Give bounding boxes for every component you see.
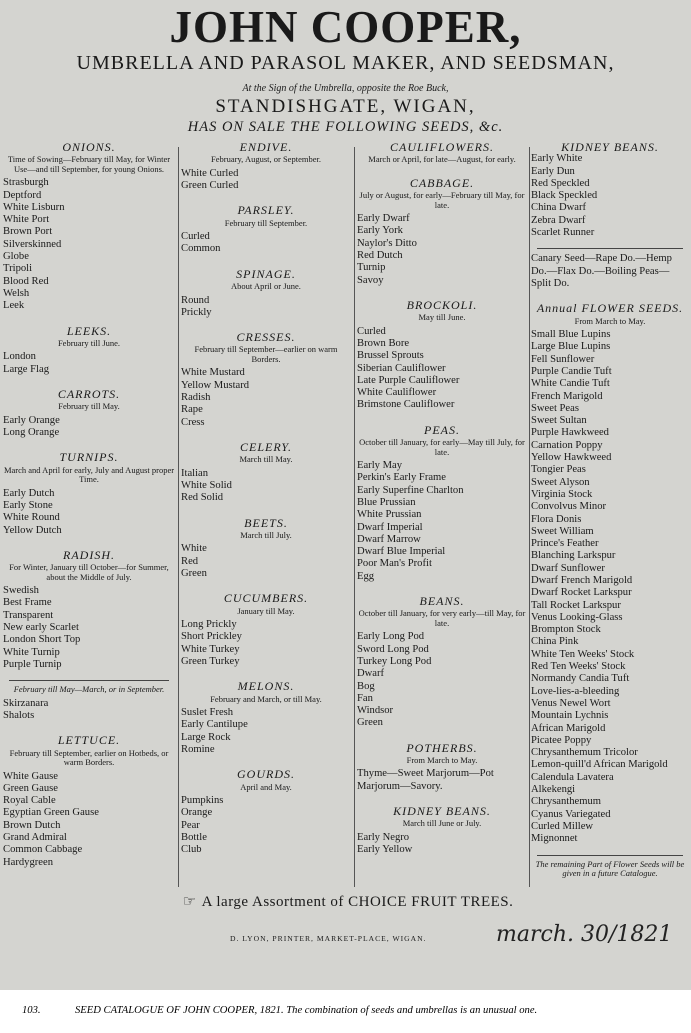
seed-item: New early Scarlet <box>3 622 79 634</box>
seed-item: Silverskinned <box>3 238 62 250</box>
seed-item: Egyptian Green Gause <box>3 807 99 819</box>
seed-item: Rape <box>181 404 203 416</box>
seed-item: Tripoli <box>3 263 33 275</box>
caption-text: SEED CATALOGUE OF JOHN COOPER, 1821. The combination of seeds and umbrellas is an unusual one. <box>75 1005 538 1016</box>
section-title: BEANS. <box>419 594 465 609</box>
section-title: Annual FLOWER SEEDS. <box>536 301 684 316</box>
seed-column-3 <box>357 141 527 856</box>
seed-item: Flora Donis <box>531 513 582 525</box>
seed-item: Curled Millew <box>531 820 594 832</box>
sowing-note: March till May. <box>239 454 293 465</box>
seed-item: Sweet Alyson <box>531 476 590 488</box>
seed-item: Dwarf Rocket Larkspur <box>531 587 632 599</box>
seed-item: Green Curled <box>181 180 239 192</box>
seed-item: Mignonnet <box>531 833 578 845</box>
seed-item: Scarlet Runner <box>531 227 595 239</box>
seed-item: Curled <box>357 325 386 337</box>
seed-item: White Port <box>3 214 50 226</box>
seed-item: Brussel Sprouts <box>357 350 424 362</box>
section-title: BEETS. <box>244 515 288 530</box>
seed-item: London <box>3 351 36 363</box>
section-title: GOURDS. <box>237 767 295 782</box>
seed-item: Siberian Cauliflower <box>357 362 446 374</box>
printer-imprint: D. LYON, PRINTER, MARKET-PLACE, WIGAN. <box>230 934 427 943</box>
seed-item: Perkin's Early Frame <box>357 472 446 484</box>
seed-item: Swedish <box>3 585 39 597</box>
page-title: JOHN COOPER, <box>169 2 522 52</box>
seed-item: White Turkey <box>181 643 240 655</box>
seed-item: Hardygreen <box>3 856 53 868</box>
seed-item: Red Solid <box>181 492 224 504</box>
seed-item: Italian <box>181 467 209 479</box>
section-title: CELERY. <box>239 439 293 454</box>
seed-item: Large Rock <box>181 731 231 743</box>
seed-item: White Candie Tuft <box>531 378 610 390</box>
seed-item: Brown Port <box>3 226 53 238</box>
seed-item: Long Prickly <box>181 619 237 631</box>
sowing-note: About April or June. <box>231 281 301 292</box>
seed-item: White Round <box>3 512 60 524</box>
section-title: LEEKS. <box>66 323 112 338</box>
seed-item: Tongier Peas <box>531 464 586 476</box>
seed-item: Pear <box>181 819 200 831</box>
seed-item: Thyme—Sweet Marjorum—Pot Marjorum—Savory. <box>357 768 494 792</box>
seed-item: White Mustard <box>181 367 245 379</box>
caption-number: 103. <box>22 1005 41 1016</box>
seed-item: Romine <box>181 744 215 755</box>
fruit-trees-text: A large Assortment of CHOICE FRUIT TREES. <box>201 894 514 910</box>
seed-column-2 <box>181 141 351 857</box>
seed-item: Canary Seed—Rape Do.—Hemp Do.—Flax Do.—Boiling Peas—Split Do. <box>531 253 672 289</box>
seed-item: Green Turkey <box>181 656 240 668</box>
seed-item: Dwarf <box>357 668 385 680</box>
seed-item: Large Blue Lupins <box>531 341 611 353</box>
seed-item: Purple Turnip <box>3 658 62 670</box>
sowing-note: January till May. <box>237 605 295 616</box>
page-subtitle: UMBRELLA AND PARASOL MAKER, AND SEEDSMAN, <box>76 52 615 74</box>
seed-item: Skirzanara <box>3 697 49 709</box>
seed-item: China Dwarf <box>531 202 587 214</box>
seed-item: Royal Cable <box>3 795 56 807</box>
section-title: CABBAGE. <box>409 175 475 190</box>
section-title: LETTUCE. <box>57 733 121 748</box>
seed-item: Brown Bore <box>357 337 410 349</box>
sowing-note: From March to May. <box>406 754 478 765</box>
seed-item: Bog <box>357 680 375 692</box>
sowing-note: February till June. <box>57 337 121 348</box>
sowing-note: February and March, or till May. <box>210 693 322 704</box>
sowing-note: For Winter, January till October—for Summer, about the Middle of July. <box>9 562 169 582</box>
sowing-note: Time of Sowing—February till May, for Winter Use—and till September, for young Onions. <box>7 154 171 174</box>
sowing-note: February till May. <box>58 401 120 412</box>
seed-item: Dwarf Blue Imperial <box>357 546 446 558</box>
seed-item: Red Dutch <box>357 249 403 261</box>
seed-item: French Marigold <box>531 390 603 402</box>
sowing-note: February till September, earlier on Hotbeds, or warm Borders. <box>9 747 169 768</box>
seed-item: China Pink <box>531 636 579 648</box>
seed-item: Egg <box>357 570 375 582</box>
fruit-trees-line <box>0 892 691 911</box>
section-title: CAULIFLOWERS. <box>390 140 494 154</box>
section-title: ONIONS. <box>62 140 116 154</box>
seed-item: Brompton Stock <box>531 624 601 636</box>
column-divider <box>529 147 530 887</box>
seed-item: Green <box>357 717 383 729</box>
sowing-note: February, August, or September. <box>211 154 321 165</box>
seed-item: Green Gause <box>3 782 59 794</box>
seed-item: White Lisburn <box>3 201 65 213</box>
seed-item: Dwarf Marrow <box>357 533 421 545</box>
seed-item: Strasburgh <box>3 177 49 189</box>
section-title: ENDIVE. <box>239 140 293 154</box>
column-divider <box>178 147 179 887</box>
section-title: PARSLEY. <box>237 203 295 218</box>
section-title: RADISH. <box>63 547 115 562</box>
seed-item: Pumpkins <box>181 795 224 807</box>
sowing-note: March and April for early, July and August proper Time. <box>3 464 175 485</box>
seed-item: Sweet Sultan <box>531 415 587 427</box>
seed-column-1 <box>3 141 175 869</box>
seed-item: London Short Top <box>3 634 81 646</box>
seed-item: Lemon-quill'd African Marigold <box>531 759 668 771</box>
sowing-note: July or August, for early—February till May, for late. <box>359 190 525 210</box>
seed-item: Early Superfine Charlton <box>357 484 464 496</box>
shop-sign-line: At the Sign of the Umbrella, opposite the Roe Buck, <box>242 83 449 94</box>
seed-column-4 <box>531 141 689 882</box>
street-line: STANDISHGATE, WIGAN, <box>215 96 476 117</box>
sowing-note: October till January, for very early—till May, for late. <box>358 608 526 628</box>
seed-item: Brimstone Cauliflower <box>357 399 455 411</box>
seed-item: Virginia Stock <box>531 488 593 500</box>
seed-item: Large Flag <box>3 363 49 375</box>
seed-item: Dwarf French Marigold <box>531 575 633 586</box>
seed-item: Tall Rocket Larkspur <box>531 599 621 611</box>
seed-item: Blanching Larkspur <box>531 550 616 562</box>
seed-item: Turkey Long Pod <box>357 655 432 667</box>
seed-item: White Cauliflower <box>357 387 437 399</box>
seed-item: Zebra Dwarf <box>531 214 586 226</box>
seed-item: Carnation Poppy <box>531 439 603 451</box>
seed-item: Picatee Poppy <box>531 734 592 746</box>
pointing-hand-icon: ☞ <box>182 894 197 910</box>
seed-item: White <box>181 543 207 555</box>
seed-item: Early Orange <box>3 414 60 426</box>
seed-item: Red <box>181 555 199 567</box>
section-title: KIDNEY BEANS. <box>393 804 491 819</box>
section-title: KIDNEY BEANS. <box>561 140 659 154</box>
seed-item: Prince's Feather <box>531 538 599 550</box>
seed-item: Late Purple Cauliflower <box>357 374 460 386</box>
section-title: PEAS. <box>424 422 460 437</box>
seed-item: Grand Admiral <box>3 832 67 844</box>
seed-item: Purple Candie Tuft <box>531 365 612 377</box>
seed-item: Savoy <box>357 274 384 286</box>
seed-item: Turnip <box>357 262 386 274</box>
seed-item: Dwarf Imperial <box>357 521 423 533</box>
seed-item: Transparent <box>3 609 54 621</box>
section-rule <box>9 680 169 681</box>
seed-item: Fell Sunflower <box>531 353 595 365</box>
sowing-note: March till July. <box>240 529 292 540</box>
sowing-note: October till January, for early—May till July, for late. <box>359 437 525 457</box>
sowing-note: The remaining Part of Flower Seeds will be given in a future Catalogue. <box>535 858 685 879</box>
seed-item: Yellow Hawkweed <box>531 452 612 464</box>
seed-item: Prickly <box>181 306 212 318</box>
seed-item: Globe <box>3 251 29 263</box>
seed-item: Green <box>181 568 207 580</box>
seed-item: Cyanus Variegated <box>531 808 611 820</box>
seed-item: Early Long Pod <box>357 631 425 643</box>
seed-item: Early Dutch <box>3 487 55 499</box>
seed-item: Sweet Peas <box>531 402 579 414</box>
seed-item: White Ten Weeks' Stock <box>531 648 635 660</box>
seed-item: Common Cabbage <box>3 844 83 856</box>
seed-item: Early Dwarf <box>357 213 410 225</box>
section-title: BROCKOLI. <box>406 297 478 312</box>
seed-item: Sword Long Pod <box>357 643 429 655</box>
sowing-note: March till June or July. <box>402 818 482 829</box>
section-title: CUCUMBERS. <box>223 591 309 606</box>
seed-item: Love-lies-a-bleeding <box>531 685 620 697</box>
section-title: TURNIPS. <box>59 450 119 465</box>
sowing-note: March or April, for late—August, for early. <box>368 154 516 165</box>
section-rule <box>537 855 683 856</box>
seed-item: Early Negro <box>357 831 410 843</box>
seed-item: White Gause <box>3 770 59 782</box>
seed-item: Radish <box>181 392 211 404</box>
seed-item: Red Ten Weeks' Stock <box>531 661 626 673</box>
seed-item: Early White <box>531 153 583 165</box>
seed-item: Orange <box>181 807 213 819</box>
seed-item: Black Speckled <box>531 190 598 202</box>
seed-item: Venus Newel Wort <box>531 697 611 709</box>
seed-item: Chrysanthemum Tricolor <box>531 747 638 759</box>
section-title: CRESSES. <box>236 330 296 345</box>
seed-item: Windsor <box>357 705 394 717</box>
seed-item: Club <box>181 844 202 856</box>
seed-item: Dwarf Sunflower <box>531 562 605 574</box>
seed-item: Blue Prussian <box>357 496 416 508</box>
seed-item: Deptford <box>3 189 42 201</box>
seed-item: Naylor's Ditto <box>357 237 417 249</box>
sowing-note: February till September. <box>224 217 308 228</box>
seed-item: Bottle <box>181 831 207 843</box>
seed-item: Early Stone <box>3 499 53 511</box>
seed-item: Long Orange <box>3 427 60 439</box>
sowing-note: April and May. <box>240 781 292 792</box>
seed-item: Round <box>181 294 210 306</box>
seed-item: Venus Looking-Glass <box>531 611 623 623</box>
seed-item: Yellow Dutch <box>3 524 62 536</box>
seed-item: Mountain Lychnis <box>531 710 609 722</box>
seed-item: Fan <box>357 692 373 704</box>
seed-item: Normandy Candia Tuft <box>531 673 630 685</box>
seed-item: Early Cantilupe <box>181 719 248 731</box>
seed-item: Poor Man's Profit <box>357 558 432 570</box>
seed-item: Convolvus Minor <box>531 501 607 513</box>
seed-item: Chrysanthemum <box>531 796 602 808</box>
seed-item: Small Blue Lupins <box>531 329 611 341</box>
seed-item: Early Yellow <box>357 844 413 856</box>
seed-item: Calendula Lavatera <box>531 771 614 783</box>
on-sale-line: HAS ON SALE THE FOLLOWING SEEDS, &c. <box>187 119 504 135</box>
seed-item: Early May <box>357 460 403 472</box>
section-rule <box>537 248 683 249</box>
seed-item: Short Prickley <box>181 631 242 643</box>
seed-item: Red Speckled <box>531 177 590 189</box>
section-title: SPINAGE. <box>236 266 296 281</box>
seed-item: Curled <box>181 231 210 243</box>
seed-item: White Prussian <box>357 509 422 521</box>
seed-item: Early Dun <box>531 165 575 177</box>
seed-item: Welsh <box>3 287 30 299</box>
seed-item: Sweet William <box>531 525 594 537</box>
seed-item: Alkekengi <box>531 784 576 796</box>
sowing-note: February till September—earlier on warm Borders. <box>194 344 338 364</box>
section-title: CARROTS. <box>57 386 121 401</box>
seed-item: Shalots <box>3 710 35 721</box>
column-divider <box>354 147 355 887</box>
sowing-note: From March to May. <box>574 315 646 326</box>
handwritten-date: march. 30/1821 <box>496 922 673 947</box>
seed-item: Best Frame <box>3 597 52 609</box>
seed-item: Blood Red <box>3 275 49 287</box>
sowing-note: February till May—March, or in September. <box>13 684 165 695</box>
seed-item: Yellow Mustard <box>181 379 250 391</box>
seed-item: Brown Dutch <box>3 819 61 831</box>
sowing-note: May till June. <box>418 312 466 323</box>
seed-item: White Turnip <box>3 646 60 658</box>
seed-item: White Curled <box>181 167 239 179</box>
seed-item: White Solid <box>181 480 232 492</box>
section-title: POTHERBS. <box>406 740 478 755</box>
seed-item: Suslet Fresh <box>181 707 234 719</box>
seed-item: Cress <box>181 416 205 428</box>
section-title: MELONS. <box>237 679 295 694</box>
seed-item: Early York <box>357 225 403 237</box>
seed-item: Leek <box>3 300 25 312</box>
seed-item: Purple Hawkweed <box>531 427 609 439</box>
seed-item: Common <box>181 243 221 255</box>
seed-item: African Marigold <box>531 722 606 734</box>
